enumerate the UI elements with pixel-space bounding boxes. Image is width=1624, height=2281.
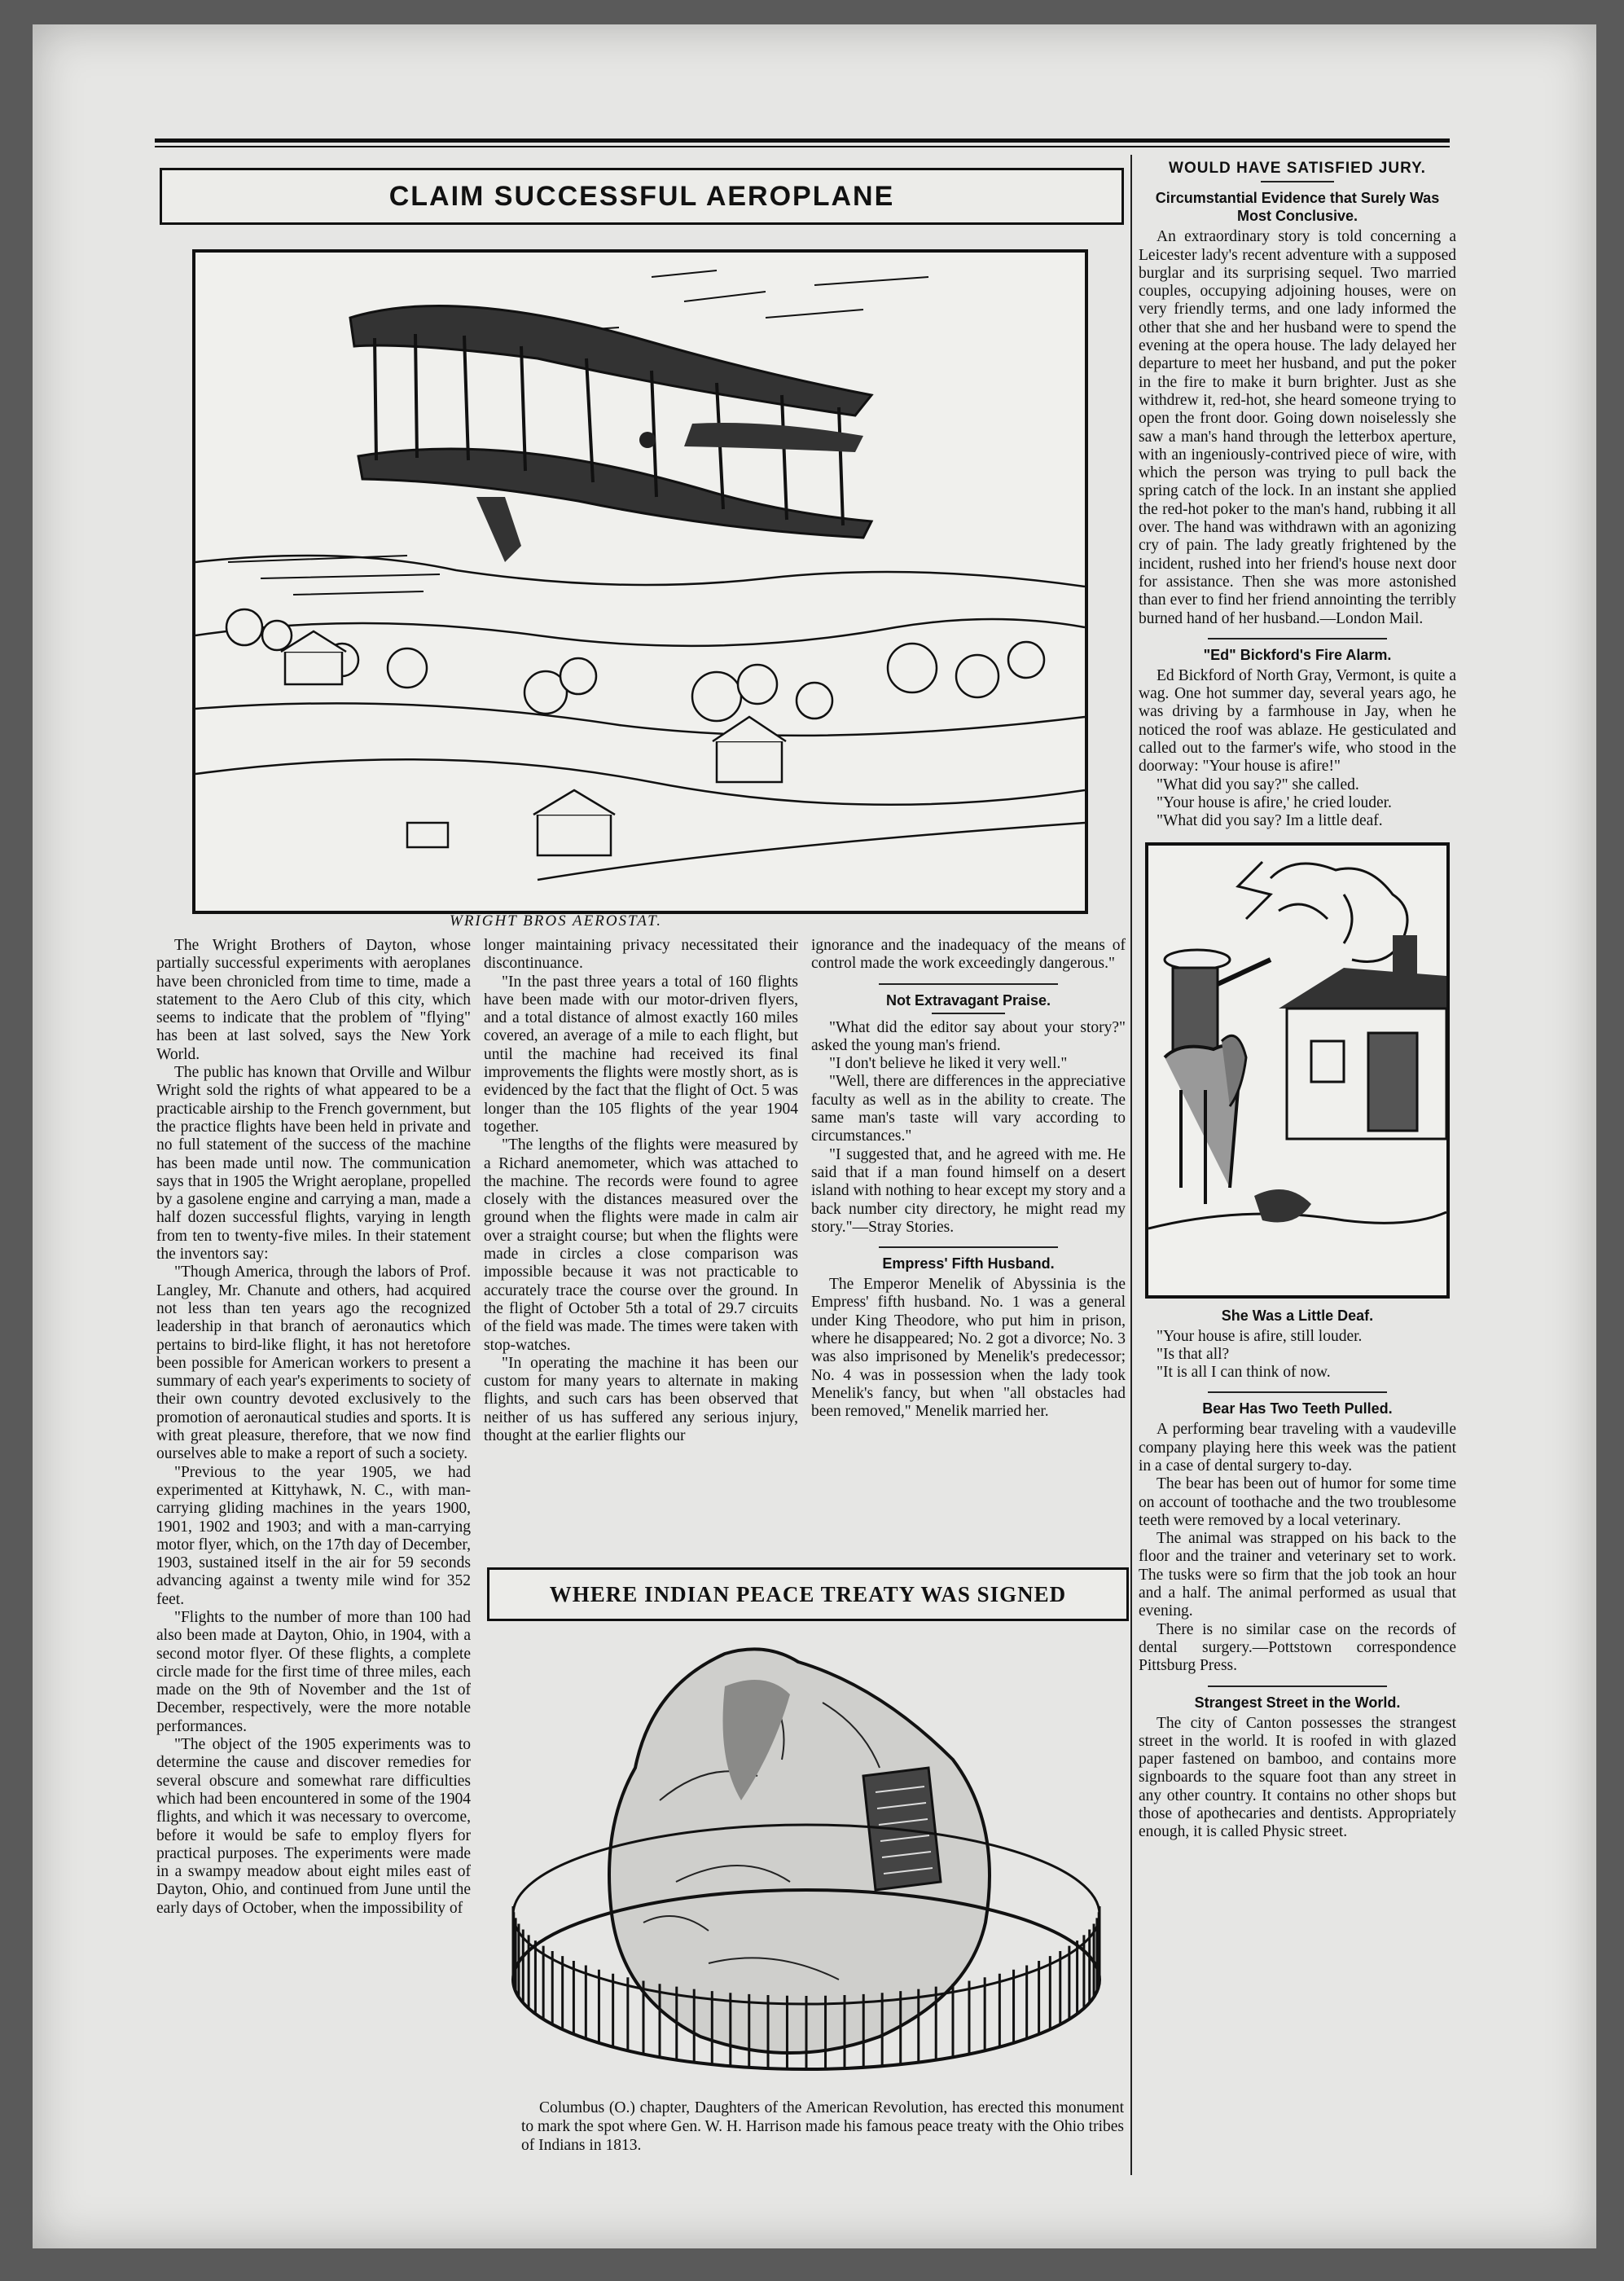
- column-rule: [1130, 155, 1132, 2175]
- separator: [932, 1013, 1005, 1014]
- cartoon-drawing: [1148, 846, 1446, 1289]
- paragraph: "Previous to the year 1905, we had experimented at Kittyhawk, N. C., with man-carrying gliding machines in the years 1900, 1901, 1902 and 1903; and with a man-carrying motor flyer, which, on the 17th day of December, 1903, sustained itself in the air for 59 seconds advancing against a twenty mile wind for 352 feet.: [156, 1463, 471, 1608]
- paragraph: A performing bear traveling with a vaudeville company playing here this week was the patient in a case of dental surgery to-day.: [1139, 1421, 1456, 1475]
- paragraph: The city of Canton possesses the strangest street in the world. It is roofed in with glazed paper fastened on bamboo, and contains more signboards to the square foot than any street in any other country. It contains no other shops but those of apothecaries and dentists. Appropriately enough, it is called Physic street.: [1139, 1714, 1456, 1841]
- paragraph: longer maintaining privacy necessitated their discontinuance.: [484, 937, 798, 973]
- praise-heading: Not Extravagant Praise.: [885, 991, 1051, 1009]
- paragraph: An extraordinary story is told concerning a Leicester lady's recent adventure with a supposed burglar and its surprising sequel. Two married couples, occupying adjoining houses, were on very friendly terms, and one lady informed the other that she and her husband were to spend the evening at the opera house. The lady delayed her departure to meet her husband, and put the poker in the fire to make it burn brighter. Just as she withdrew it, red-hot, she heard someone trying to open the front door. Going down noiselessly she saw a man's hand through the letterbox aperture, with an ingeniously-contrived piece of wire, with which the person was trying to pull back the spring catch of the lock. In an instant she applied the red-hot poker to the man's hand, rubbing it all over. The hand was withdrawn with an agonizing cry of pain. The lady greatly frightened by the incident, rushed into her friend's house next door for assistance. Then she was more astonished than ever to find her friend annointing the terribly burned hand of her husband.—London Mail.: [1139, 228, 1456, 627]
- paragraph: "In the past three years a total of 160 flights have been made with our motor-driven flyers, and a total distance of almost exactly 160 miles covered, an average of a mile to each flight, but until the machine had received its final improvements the flights were mostly short, as is evidenced by the fact that the flight of Oct. 5 was longer than the 105 flights of the year 1904 together.: [484, 973, 798, 1136]
- paragraph: "The object of the 1905 experiments was to determine the cause and discover remedies for several obscure and somewhat rare difficulties which had been encountered in some of the 1904 flights, and which it was necessary to overcome, before it would be safe to employ flyers for practical purposes. The experiments were made in a swampy meadow about eight miles east of Dayton, Ohio, and continued from June until the early days of October, when the impossibility of: [156, 1736, 471, 1917]
- jury-subhead: Circumstantial Evidence that Surely Was Most Conclusive.: [1155, 190, 1440, 225]
- paragraph: "What did the editor say about your story?" asked the young man's friend.: [811, 1018, 1126, 1054]
- cartoon-illustration: [1145, 842, 1450, 1299]
- paragraph: "Your house is afire,' he cried louder.: [1157, 793, 1392, 811]
- paragraph: "I don't believe he liked it very well.": [829, 1055, 1068, 1073]
- aeroplane-column-2: [484, 937, 798, 1445]
- monument-drawing: [497, 1637, 1116, 2094]
- paragraph: "Well, there are differences in the appreciative faculty as well as in the ability to create. The same man's taste will vary according to circumstances.": [811, 1073, 1126, 1145]
- paragraph: ignorance and the inadequacy of the means of control made the work exceedingly dangerous.": [811, 937, 1126, 973]
- paragraph: "Is that all?: [1157, 1345, 1230, 1363]
- bear-heading: Bear Has Two Teeth Pulled.: [1202, 1400, 1393, 1417]
- paragraph: "What did you say?" she called.: [1157, 776, 1359, 793]
- aeroplane-illustration: [192, 249, 1088, 914]
- top-rule: [155, 138, 1450, 147]
- paragraph: Ed Bickford of North Gray, Vermont, is quite a wag. One hot summer day, several years ago, he was driving by a farmhouse in Jay, when he noticed the roof was ablaze. He gesticulated and called out to the farmer's wife, who stood in the doorway: "Your house is afire!": [1139, 666, 1456, 776]
- paragraph: The animal was strapped on his back to the floor and the trainer and veterinary set to work. The tusks were so firm that the job took an hour and a half. The animal performed as usual that evening.: [1139, 1530, 1456, 1620]
- separator: [1208, 638, 1387, 639]
- cartoon-caption: She Was a Little Deaf.: [1221, 1307, 1374, 1324]
- paragraph: "It is all I can think of now.: [1157, 1364, 1331, 1382]
- treaty-headline: WHERE INDIAN PEACE TREATY WAS SIGNED: [487, 1567, 1129, 1621]
- treaty-illustration: [497, 1637, 1116, 2094]
- right-column: [1139, 160, 1456, 1842]
- paragraph: "The lengths of the flights were measured by a Richard anemometer, which was attached to the machine. The records were found to agree closely with the distances measured over the ground when the flights were made in calm air over a straight course; but when the flights were made in circles a close comparison was impossible because it was not practicable to accurately trace the course over the ground. In the flight of October 5th a total of 29.7 circuits of the field was made. The times were taken with stop-watches.: [484, 1136, 798, 1354]
- paragraph: The Wright Brothers of Dayton, whose partially successful experiments with aeroplanes have been chronicled from time to time, made a statement to the Aero Club of this city, which seems to indicate that the problem of "flying" has been at last solved, says the New York World.: [156, 937, 471, 1063]
- column-3-upper: [811, 937, 1126, 1422]
- treaty-caption: Columbus (O.) chapter, Daughters of the American Revolution, has erected this monument to mark the spot where Gen. W. H. Harrison made his famous peace treaty with the Ohio tribes of Indians in 1813.: [521, 2099, 1124, 2154]
- paragraph: "What did you say? Im a little deaf.: [1157, 812, 1383, 830]
- biplane-drawing: [195, 253, 1085, 911]
- separator: [1261, 181, 1334, 182]
- separator: [879, 983, 1058, 985]
- separator: [1208, 1391, 1387, 1393]
- paragraph: The public has known that Orville and Wilbur Wright sold the rights of what appeared to be a practicable airship to the French government, but the practice flights have been held in private and no full statement of the success of the machine has been made until now. The communication says that in 1905 the Wright aeroplane, propelled by a gasolene engine and carrying a man, made a half dozen successful flights, varying in length from ten to twenty-five miles. In their statement the inventors say:: [156, 1064, 471, 1264]
- paragraph: There is no similar case on the records of dental surgery.—Pottstown correspondence Pittsburg Press.: [1139, 1620, 1456, 1675]
- paragraph: "Flights to the number of more than 100 had also been made at Dayton, Ohio, in 1904, with a second motor flyer. Of these flights, a complete circle made for the first time of three miles, each made on the 9th of November and the 1st of December, respectively, were the more notable performances.: [156, 1608, 471, 1735]
- paragraph: "Though America, through the labors of Prof. Langley, Mr. Chanute and others, had acquired not less than ten years ago the recognized leadership in that branch of aeronautics which pertains to bird-like flight, it has not heretofore been possible for American workers to present a summary of each year's experiments to society of their own country devoted exclusively to the promotion of aeronautical studies and sports. It is with great pleasure, therefore, that we now find ourselves able to make a report of such a society.: [156, 1264, 471, 1463]
- aeroplane-headline: CLAIM SUCCESSFUL AEROPLANE: [160, 168, 1124, 225]
- separator: [1208, 1685, 1387, 1687]
- bickford-heading: "Ed" Bickford's Fire Alarm.: [1203, 646, 1392, 663]
- paragraph: The Emperor Menelik of Abyssinia is the Empress' fifth husband. No. 1 was a general under King Theodore, who put him in prison, where he disappeared; No. 2 got a divorce; No. 3 was also imprisoned by Menelik's predecessor; No. 4 was in possession when the lady took Menelik's fancy, but when "all obstacles had been removed," Menelik married her.: [811, 1276, 1126, 1421]
- jury-headline: WOULD HAVE SATISFIED JURY.: [1169, 160, 1426, 177]
- street-heading: Strangest Street in the World.: [1194, 1694, 1401, 1711]
- paragraph: "Your house is afire, still louder.: [1157, 1327, 1363, 1345]
- paragraph: "I suggested that, and he agreed with me. He said that if a man found himself on a desert island with nothing to hear except my story and a back number city directory, he might read my story."—Stray Stories.: [811, 1145, 1126, 1236]
- paragraph: The bear has been out of humor for some time on account of toothache and the two troublesome teeth were removed by a local veterinary.: [1139, 1475, 1456, 1529]
- illustration-caption: WRIGHT BROS AEROSTAT.: [450, 912, 663, 930]
- separator: [879, 1246, 1058, 1248]
- treaty-caption-block: [521, 2099, 1124, 2155]
- aeroplane-column-1: [156, 937, 471, 1918]
- paragraph: "In operating the machine it has been our custom for many years to alternate in making flights, and such cars has been observed that neither of us has suffered any serious injury, thought at the earlier flights our: [484, 1354, 798, 1445]
- menelik-heading: Empress' Fifth Husband.: [882, 1255, 1055, 1272]
